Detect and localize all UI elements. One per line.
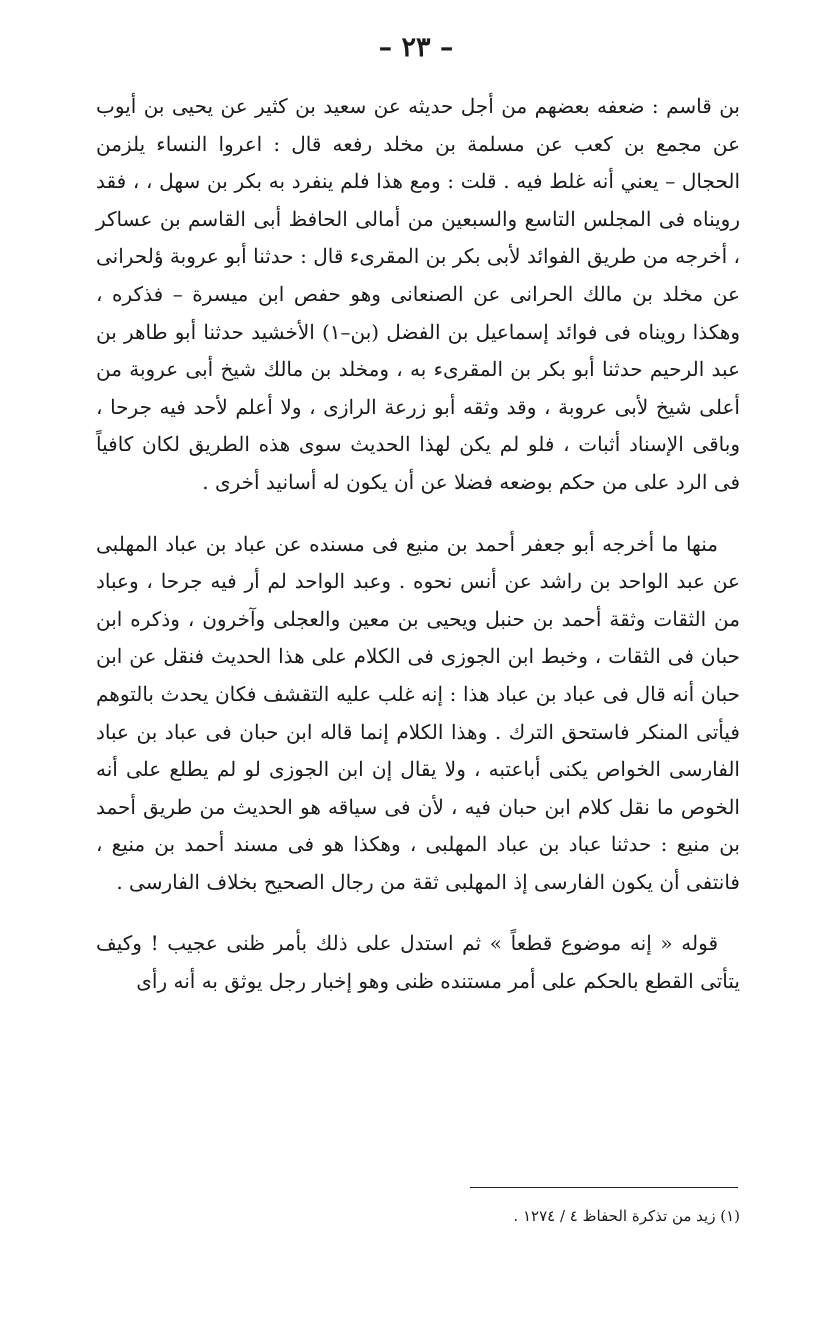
footnote: (١) زيد من تذكرة الحفاظ ٤ / ١٢٧٤ . (513, 1207, 740, 1225)
footnote-divider (470, 1187, 738, 1188)
paragraph-2: منها ما أخرجه أبو جعفر أحمد بن منيع فى مسنده عن عباد بن عباد المهلبى عن عبد الواحد بن راشد عن أنس نحوه . وعبد الواحد لم أر فيه جرحا ، وعباد من الثقات وثقة أحمد بن حنبل ويحيى بن معين والعجلى وآخرون ، وذكره ابن حبان فى الثقات ، وخبط ابن الجوزى فى الكلام على هذا الحديث فنقل عن ابن حبان أنه قال فى عباد بن عباد هذا : إنه غلب عليه التقشف فكان يحدث بالتوهم فيأتى المنكر فاستحق الترك . وهذا الكلام إنما قاله ابن حبان فى عباد بن عباد الفارسى الخواص يكنى أباعتبه ، ولا يقال إن ابن الجوزى لو لم يطلع على أنه الخوص ما نقل كلام ابن حبان فيه ، لأن فى سياقه هو الحديث من طريق أحمد بن منيع : حدثنا عباد بن عباد المهلبى ، وهكذا هو فى مسند أحمد بن منيع ، فانتفى أن يكون الفارسى إذ المهلبى ثقة من رجال الصحيح بخلاف الفارسى . (96, 531, 740, 894)
paragraph-3: قوله « إنه موضوع قطعاً » ثم استدل على ذلك بأمر ظنى عجيب ! وكيف يتأتى القطع بالحكم على أمر مستنده ظنى وهو إخبار رجل يوثق به أنه رأى (96, 931, 740, 994)
body-text (96, 88, 740, 1001)
paragraph-1: بن قاسم : ضعفه بعضهم من أجل حديثه عن سعيد بن كثير عن يحيى بن أيوب عن مجمع بن كعب عن مسلمة بن مخلد رفعه قال : اعروا النساء يلزمن الحجال – يعني أنه غلط فيه . قلت : ومع هذا فلم ينفرد به بكر بن سهل ، ، فقد رويناه فى المجلس التاسع والسبعين من أمالى الحافظ أبى القاسم بن عساكر ، أخرجه من طريق الفوائد لأبى بكر بن المقرىء قال : حدثنا أبو عروبة ؤلحرانى عن مخلد بن مالك الحرانى عن الصنعانى وهو حفص ابن ميسرة – فذكره ، وهكذا رويناه فى فوائد إسماعيل بن الفضل (بن–١) الأخشيد حدثنا أبو طاهر بن عبد الرحيم حدثنا أبو بكر بن المقرىء به ، ومخلد بن مالك شيخ أبى عروبة من أعلى شيخ لأبى عروبة ، وقد وثقه أبو زرعة الرازى ، ولا أعلم لأحد فيه جرحا ، وباقى الإسناد أثبات ، فلو لم يكن لهذا الحديث سوى هذه الطريق لكان كافياً فى الرد على من حكم بوضعه فضلا عن أن يكون له أسانيد أخرى . (96, 94, 740, 494)
page-number: – ٢٣ – (378, 32, 454, 63)
